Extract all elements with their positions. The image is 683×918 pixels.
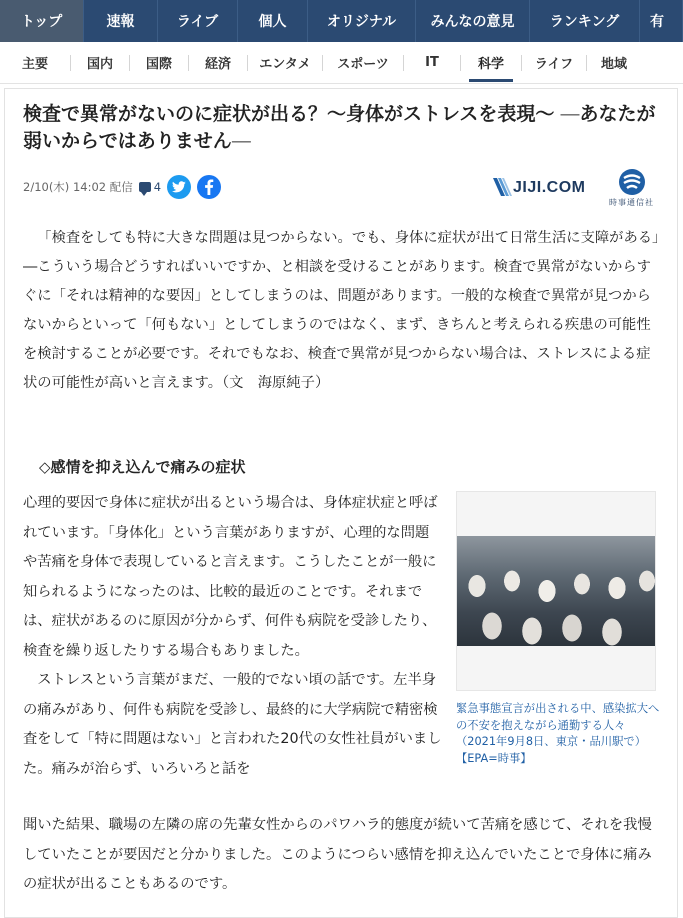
- category-entertainment[interactable]: エンタメ: [259, 57, 311, 72]
- article-body-column: [23, 489, 443, 784]
- category-life[interactable]: ライフ: [534, 57, 574, 72]
- tab-personal[interactable]: 個人: [238, 0, 308, 42]
- article-photo[interactable]: [456, 491, 656, 691]
- facebook-icon: [204, 179, 214, 195]
- title-tail: あなたが弱いからではありません: [23, 103, 656, 152]
- article-card: [4, 88, 678, 918]
- section-heading: ◇感情を抑え込んで痛みの症状: [39, 458, 246, 476]
- category-world[interactable]: 国際: [145, 57, 172, 72]
- publisher-logo-text: JIJI.COM: [513, 179, 586, 196]
- category-main[interactable]: 主要: [21, 57, 48, 72]
- category-it[interactable]: IT: [425, 55, 439, 70]
- tab-opinions[interactable]: みんなの意見: [416, 0, 530, 42]
- publish-date: 2/10(木) 14:02 配信: [23, 180, 133, 194]
- paragraph-2-continued: 聞いた結果、職場の左隣の席の先輩女性からのパワハラ的態度が続いて苦痛を感じて、それを我慢していたことが要因だと分かりました。このようにつらい感情を抑え込んでいたことで身体に痛みの症状が出ることもあるのです。: [23, 817, 652, 892]
- paragraph-1: 心理的要因で身体に症状が出るという場合は、身体症状症と呼ばれています。「身体化」という言葉がありますが、心理的な問題や苦痛を身体で表現していると言えます。こうしたことが一般に知られるようになったのは、比較的最近のことです。それまでは、症状があるのに原因が分からず、何件も病院を受診したり、検査を繰り返したりする場合もありました。: [23, 495, 438, 659]
- category-economy[interactable]: 経済: [204, 57, 231, 72]
- category-local[interactable]: 地域: [600, 57, 627, 72]
- paragraph-2-start: ストレスという言葉がまだ、一般的でない頃の話です。左半身の痛みがあり、何件も病院を受診し、最終的に大学病院で精密検査をして「特に問題はない」と言われた20代の女性社員がいました。痛みが治らず、いろいろと話を: [23, 672, 442, 777]
- top-nav: [0, 0, 683, 42]
- article-title: [23, 101, 663, 155]
- tab-ranking[interactable]: ランキング: [530, 0, 640, 42]
- twitter-share-button[interactable]: [167, 175, 191, 199]
- publisher-logo[interactable]: [491, 169, 661, 209]
- tab-original[interactable]: オリジナル: [308, 0, 416, 42]
- tab-live[interactable]: ライブ: [158, 0, 238, 42]
- tab-top[interactable]: トップ: [0, 0, 84, 42]
- facebook-share-button[interactable]: [197, 175, 221, 199]
- comment-count: 4: [153, 180, 162, 194]
- category-nav: [0, 42, 683, 84]
- twitter-icon: [172, 181, 186, 193]
- commuters-photo: [457, 536, 656, 646]
- title-dash-close: ―: [231, 130, 251, 152]
- tab-breaking[interactable]: 速報: [84, 0, 158, 42]
- title-dash-open: ―: [554, 103, 580, 125]
- comment-icon: [139, 182, 151, 192]
- tab-more[interactable]: 有: [640, 0, 683, 42]
- jiji-stripes-icon: [491, 176, 513, 198]
- publisher-sub: 時事通信社: [609, 198, 654, 207]
- category-science[interactable]: 科学: [461, 42, 521, 84]
- title-main: 検査で異常がないのに症状が出る？〜身体がストレスを表現〜: [23, 103, 555, 125]
- category-sports[interactable]: スポーツ: [337, 57, 389, 72]
- article-lead: 「検査をしても特に大きな問題は見つからない。でも、身体に症状が出て日常生活に支障がある」―こういう場合どうすればいいですか、と相談を受けることがあります。検査で異常がないからすぐに「それは精神的な要因」としてしまうのは、問題があります。一般的な検査で異常が見つからないからといって「何もない」としてしまうのではなく、まず、きちんと考えられる疾患の可能性を検討することが必要です。それでもなお、検査で異常が見つからない場合は、ストレスによる症状の可能性が高いと言えます。（文 海原純子）: [23, 230, 660, 391]
- photo-caption: 緊急事態宣言が出される中、感染拡大への不安を抱えながら通勤する人々（2021年9月8日、東京・品川駅で）【EPA=時事】: [456, 702, 660, 765]
- article-meta: [23, 176, 221, 198]
- jiji-emblem-icon: [619, 169, 645, 195]
- comment-link[interactable]: [139, 180, 161, 194]
- category-domestic[interactable]: 国内: [86, 57, 113, 72]
